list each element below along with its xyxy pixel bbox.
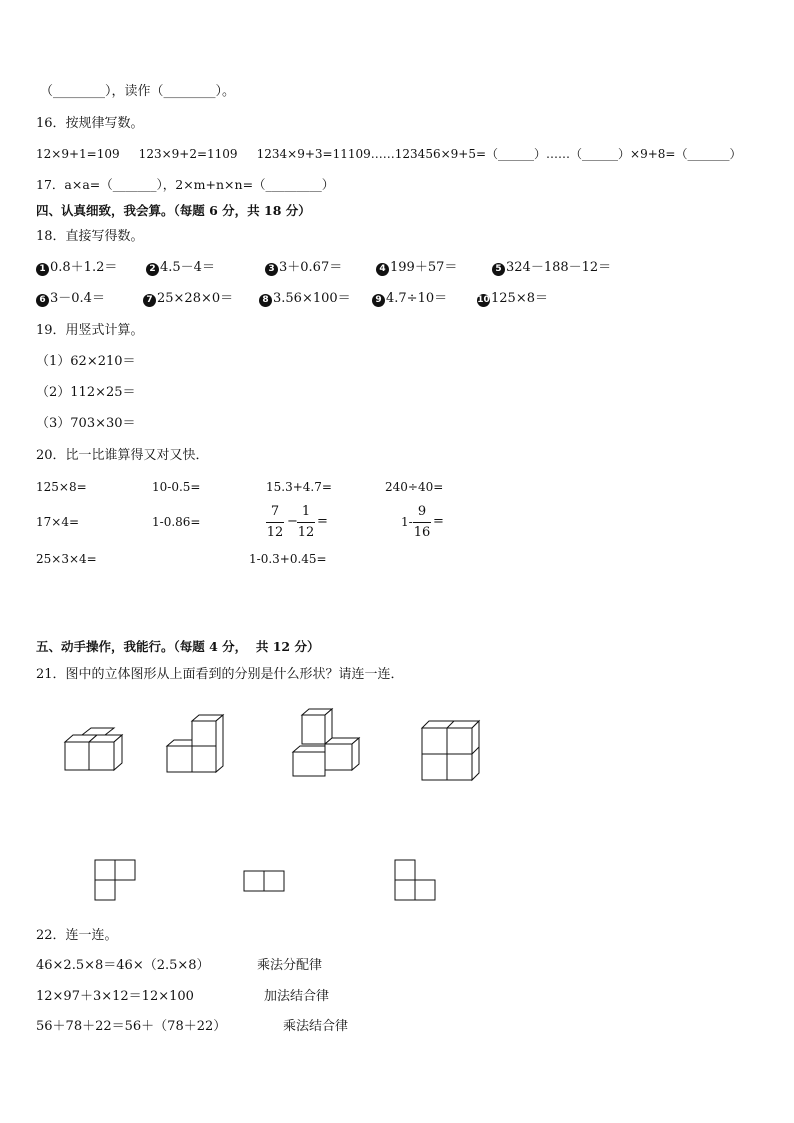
equals-sign-2: = xyxy=(433,514,444,529)
q16-title: 16．按规律写数。 xyxy=(36,116,144,131)
q22-title: 22．连一连。 xyxy=(36,928,118,943)
q20-r1-c4: 240÷40= xyxy=(385,480,444,494)
q19-title: 19．用竖式计算。 xyxy=(36,323,144,338)
q22-right-1: 乘法分配律 xyxy=(257,958,323,973)
solid-figure-4 xyxy=(421,720,483,782)
circled-number-icon: 3 xyxy=(265,263,278,276)
circled-number-icon: 8 xyxy=(259,294,272,307)
q18-item-9: 9 4.7÷10＝ xyxy=(372,291,447,307)
q20-r1-c2: 10-0.5= xyxy=(152,480,201,494)
q18-item-6: 6 3－0.4＝ xyxy=(36,291,105,307)
q15-blank-line: （________），读作（________）。 xyxy=(40,84,236,99)
circled-number-icon: 6 xyxy=(36,294,49,307)
circled-number-icon: 9 xyxy=(372,294,385,307)
q18-item-2: 2 4.5－4＝ xyxy=(146,260,215,276)
q20-r2-c1: 17×4= xyxy=(36,515,80,529)
q19-item-1: （1）62×210＝ xyxy=(36,354,136,369)
q19-item-3: （3）703×30＝ xyxy=(36,416,136,431)
q18-item-7: 7 25×28×0＝ xyxy=(143,291,233,307)
q18-item-5: 5 324－188－12＝ xyxy=(492,260,611,276)
fraction-1-12: 1 12 xyxy=(297,504,315,540)
circled-number-icon: 4 xyxy=(376,263,389,276)
one-minus: 1- xyxy=(401,515,413,529)
q20-title: 20．比一比谁算得又对又快． xyxy=(36,448,209,463)
minus-sign: − xyxy=(287,514,298,529)
q18-item-1: 1 0.8＋1.2＝ xyxy=(36,260,117,276)
fraction-bar xyxy=(413,522,431,523)
section-4-heading: 四、认真细致，我会算。（每题 6 分，共 18 分） xyxy=(36,203,311,218)
top-view-two-squares xyxy=(243,870,287,894)
q20-r3-c1: 25×3×4= xyxy=(36,552,97,566)
q18-title: 18．直接写得数。 xyxy=(36,229,144,244)
equals-sign: = xyxy=(317,514,328,529)
q20-r3-c2: 1-0.3+0.45= xyxy=(249,552,327,566)
circled-number-icon: 7 xyxy=(143,294,156,307)
q20-r1-c3: 15.3+4.7= xyxy=(266,480,332,494)
q17-line: 17．a×a=（_______），2×m+n×n=（_________） xyxy=(36,177,335,192)
solid-figure-1 xyxy=(64,728,126,772)
q22-right-3: 乘法结合律 xyxy=(283,1019,349,1034)
circled-number-icon: 1 xyxy=(36,263,49,276)
q18-item-10: 10125×8＝ xyxy=(477,291,548,306)
top-view-l-shape-lower xyxy=(394,859,438,903)
q16-pattern-line: 12×9+1=109 123×9+2=1109 1234×9+3=11109……123456×9+5=（______）……（______）×9+8=（_______） xyxy=(36,147,742,161)
top-view-l-shape-upper xyxy=(94,859,138,903)
fraction-9-16: 9 16 xyxy=(413,504,431,540)
circled-number-icon: 5 xyxy=(492,263,505,276)
section-5-heading: 五、动手操作，我能行。（每题 4 分， 共 12 分） xyxy=(36,639,320,654)
q22-left-3: 56＋78＋22＝56＋（78＋22） xyxy=(36,1019,227,1034)
q21-title: 21．图中的立体图形从上面看到的分别是什么形状？请连一连． xyxy=(36,667,404,682)
fraction-bar xyxy=(297,522,315,523)
q22-left-2: 12×97＋3×12＝12×100 xyxy=(36,989,194,1004)
q18-item-3: 3 3＋0.67＝ xyxy=(265,260,342,276)
q20-r1-c1: 125×8= xyxy=(36,480,87,494)
circled-number-icon: 2 xyxy=(146,263,159,276)
q18-item-8: 8 3.56×100＝ xyxy=(259,291,351,307)
q20-r2-c2: 1-0.86= xyxy=(152,515,201,529)
fraction-7-12: 7 12 xyxy=(266,504,284,540)
circled-number-icon: 10 xyxy=(477,295,490,305)
solid-figure-3 xyxy=(292,708,362,778)
q22-right-2: 加法结合律 xyxy=(264,989,330,1004)
fraction-bar xyxy=(266,522,284,523)
q18-item-4: 4 199＋57＝ xyxy=(376,260,457,276)
q19-item-2: （2）112×25＝ xyxy=(36,385,136,400)
solid-figure-2 xyxy=(166,714,228,774)
q22-left-1: 46×2.5×8＝46×（2.5×8） xyxy=(36,958,210,973)
